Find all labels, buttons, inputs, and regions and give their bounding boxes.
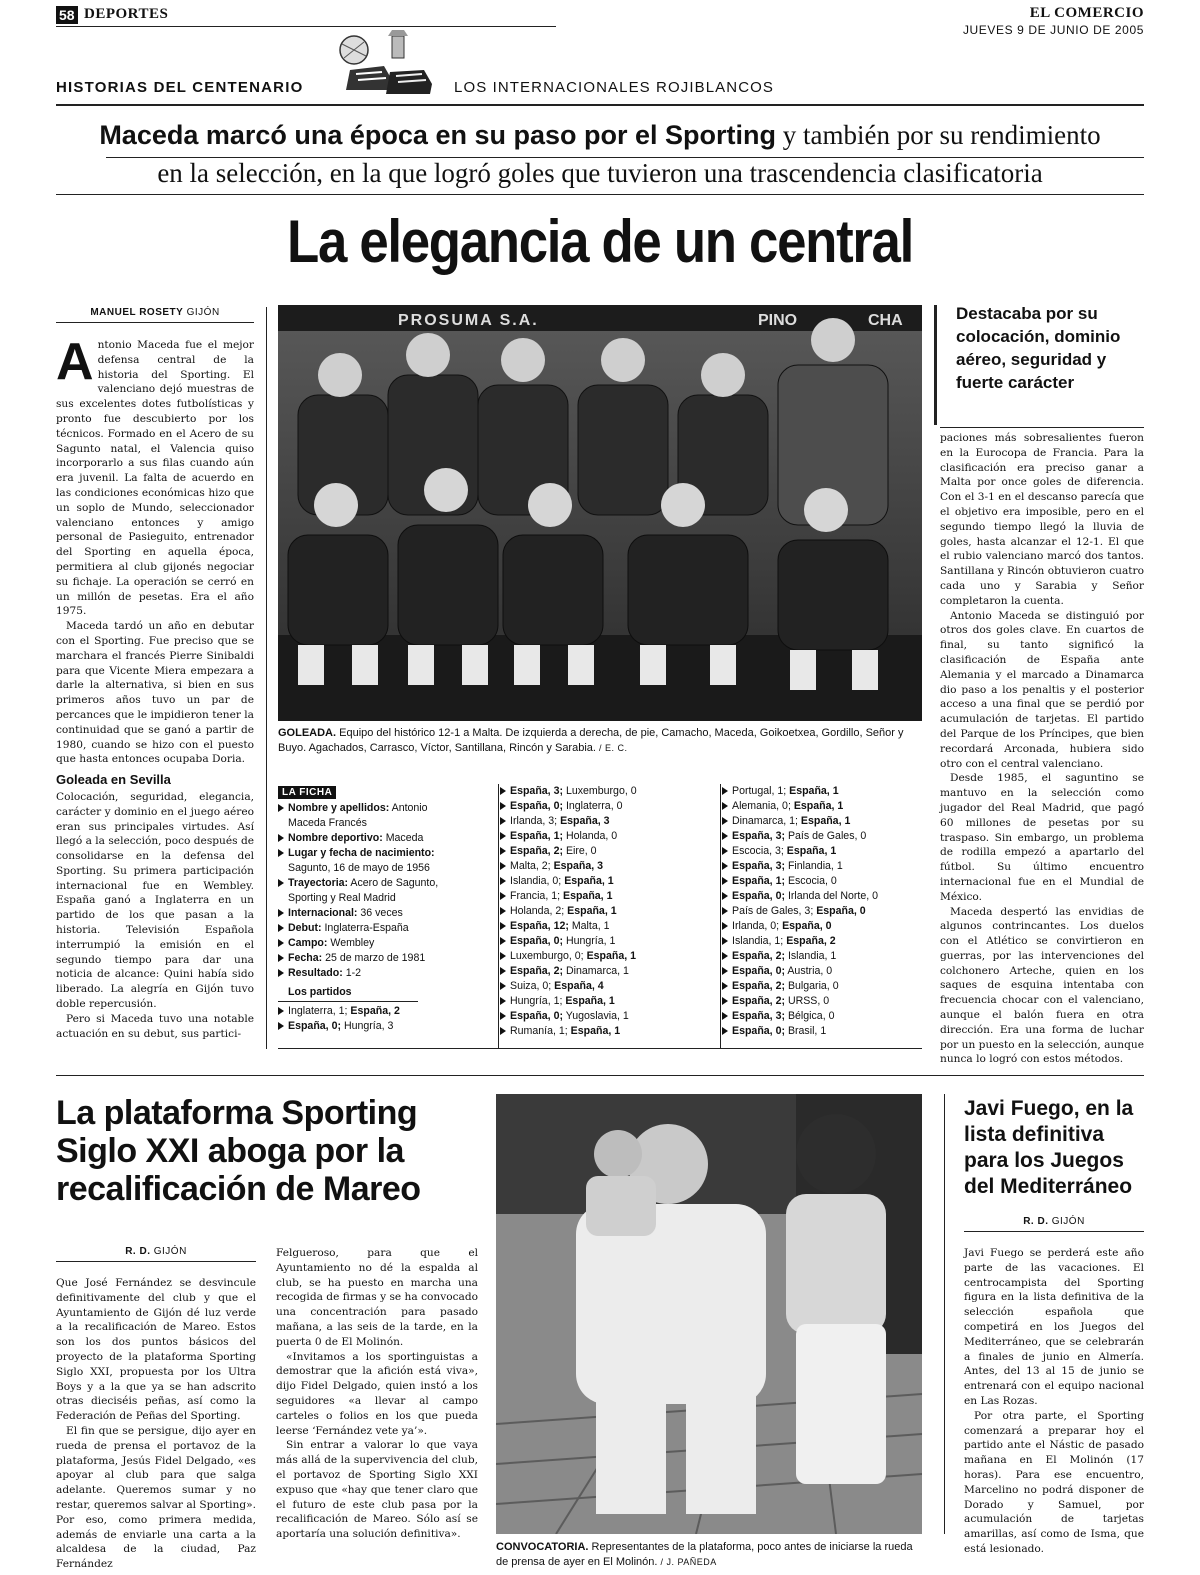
match-result xyxy=(500,979,712,994)
ficha-tag: LA FICHA xyxy=(278,786,336,799)
ficha-item xyxy=(278,906,490,921)
arrow-bullet-icon xyxy=(500,1012,506,1020)
pull-quote: Destacaba por su colocación, dominio aéreo, seguridad y fuerte carácter xyxy=(956,304,1121,392)
arrow-bullet-icon xyxy=(722,1027,728,1035)
match-pre: Francia, 1; xyxy=(510,890,563,902)
match-result xyxy=(722,919,922,934)
match-bold: España, 3; xyxy=(732,830,785,842)
match-pre: Alemania, 0; xyxy=(732,800,794,812)
match-result xyxy=(500,904,712,919)
ficha-item xyxy=(278,921,490,936)
match-result xyxy=(722,784,922,799)
arrow-bullet-icon xyxy=(722,877,728,885)
byline xyxy=(56,307,254,323)
pull-quote-rule xyxy=(940,427,1144,428)
match-post: Inglaterra, 0 xyxy=(563,800,623,812)
arrow-bullet-icon xyxy=(722,997,728,1005)
match-bold: España, 1 xyxy=(793,800,844,812)
match-bold: España, 2; xyxy=(732,995,785,1007)
arrow-bullet-icon xyxy=(500,967,506,975)
arrow-bullet-icon xyxy=(722,817,728,825)
match-bold: España, 1 xyxy=(563,890,613,902)
arrow-bullet-icon xyxy=(500,1027,506,1035)
match-pre: Portugal, 1; xyxy=(732,785,790,797)
ficha-value-continued: Sagunto, 16 de mayo de 1956 xyxy=(288,862,430,874)
match-bold: España, 2; xyxy=(732,980,785,992)
match-post: Eire, 0 xyxy=(563,845,597,857)
match-post: Hungría, 1 xyxy=(563,935,616,947)
match-bold: España, 0; xyxy=(288,1020,341,1032)
dropcap: A xyxy=(56,333,94,391)
arrow-bullet-icon xyxy=(500,982,506,990)
second-headline: La plataforma Sporting Siglo XXI aboga por la recalificación de Mareo xyxy=(56,1094,421,1208)
arrow-bullet-icon xyxy=(278,969,284,977)
match-result xyxy=(500,859,712,874)
paragraph: «Invitamos a los sportinguistas a demostrar que la afición está viva», dijo Fidel Delgado, quien instó a los seguidores «a llevar al campo carteles o folios en los que pueda leerse ‘Fernández vete ya’». xyxy=(276,1350,478,1437)
match-bold: España, 3; xyxy=(510,785,563,797)
match-post: Holanda, 0 xyxy=(563,830,618,842)
arrow-bullet-icon xyxy=(722,1012,728,1020)
match-result xyxy=(500,1009,712,1024)
caption-lead: GOLEADA. xyxy=(278,727,337,739)
subheading: Goleada en Sevilla xyxy=(56,772,171,788)
newspaper-name: EL COMERCIO xyxy=(1029,5,1144,21)
header-thick-rule xyxy=(56,104,1144,106)
match-bold: España, 1 xyxy=(565,995,615,1007)
series-title: HISTORIAS DEL CENTENARIO xyxy=(56,79,304,96)
match-bold: España, 1 xyxy=(789,785,839,797)
byline-name: R. D. xyxy=(1023,1216,1049,1227)
match-post: Yugoslavia, 1 xyxy=(563,1010,629,1022)
arrow-bullet-icon xyxy=(500,787,506,795)
photo-credit: / E. C. xyxy=(595,743,628,753)
match-result xyxy=(722,829,922,844)
match-pre: Hungría, 1; xyxy=(510,995,566,1007)
ficha-label: Resultado: xyxy=(288,967,343,979)
match-bold: España, 0; xyxy=(732,965,785,977)
arrow-bullet-icon xyxy=(278,939,284,947)
match-post: Malta, 1 xyxy=(568,920,610,932)
match-post: Hungría, 3 xyxy=(341,1020,394,1032)
match-bold: España, 0 xyxy=(816,905,866,917)
main-headline: La elegancia de un central xyxy=(287,208,913,275)
match-result xyxy=(500,844,712,859)
ficha-value-continued: Maceda Francés xyxy=(288,817,367,829)
press-photo xyxy=(496,1094,922,1534)
pull-quote-bar xyxy=(934,305,937,425)
match-result xyxy=(722,1024,922,1039)
ficha-item xyxy=(278,876,490,891)
partidos-title: Los partidos xyxy=(288,986,352,998)
section-name: DEPORTES xyxy=(84,6,169,22)
match-pre: Rumanía, 1; xyxy=(510,1025,571,1037)
arrow-bullet-icon xyxy=(722,952,728,960)
match-pre: Irlanda, 3; xyxy=(510,815,561,827)
third-byline xyxy=(964,1216,1144,1232)
ficha-value: 36 veces xyxy=(357,907,403,919)
arrow-bullet-icon xyxy=(722,787,728,795)
paragraph: Maceda despertó las envidias de algunos contrincantes. Los duelos con el Atlético se convirtieron en guerras, por las intervenciones del colchonero Arteche, quien en los saques de esquina intentaba con frecuencia chocar con el valenciano, aunque el balón fuera en otra dirección. Era una forma de luchar por un puesto en la selección, aunque nunca lo logró con estos métodos. xyxy=(940,905,1144,1066)
deck-bold: Maceda marcó una época en su paso por el Sporting xyxy=(99,120,776,150)
match-pre: Dinamarca, 1; xyxy=(732,815,801,827)
ficha-value: Inglaterra-España xyxy=(321,922,409,934)
match-bold: España, 1 xyxy=(586,950,637,962)
match-post: URSS, 0 xyxy=(785,995,830,1007)
ficha-value: Maceda xyxy=(382,832,424,844)
caption-text: Representantes de la plataforma, poco antes de iniciarse la rueda de prensa de ayer en El Molinón. xyxy=(496,1541,913,1568)
match-post: Bélgica, 0 xyxy=(785,1010,835,1022)
arrow-bullet-icon xyxy=(722,802,728,810)
arrow-bullet-icon xyxy=(278,909,284,917)
match-pre: Escocia, 3; xyxy=(732,845,787,857)
match-result xyxy=(722,844,922,859)
caption-text: Equipo del histórico 12-1 a Malta. De izquierda a derecha, de pie, Camacho, Maceda, Goikoetxea, Gordillo, Señor y Buyo. Agachados, Carrasco, Víctor, Santillana, Rincón y Sarabia. xyxy=(278,727,904,754)
press-photo-illustration xyxy=(496,1094,922,1534)
paragraph: Maceda tardó un año en debutar con el Sporting. Fue preciso que se marchara el francés Pierre Sinibaldi para que Vicente Miera empezara a darle la alternativa, si bien en sus primeros años tuvo un par de percances que le impidieron tener la continuidad que se ganó a partir de 1980, cuando se hizo con el puesto que hasta entonces ocupaba Doria. xyxy=(56,620,254,766)
paragraph: Sin entrar a valorar lo que vaya más allá de la supervivencia del club, el portavoz de Sporting Siglo XXI expuso que «hay que tener claro que el futuro de este club pasa por la recalificación de Mareo. Sólo así se aportaría una solución definitiva». xyxy=(276,1439,478,1541)
matches-column-2 xyxy=(500,784,712,1039)
ficha-value: Wembley xyxy=(327,937,375,949)
paragraph: Desde 1985, el saguntino se mantuvo en la selección como jugador del Real Madrid, que pagó 60 millones de pesetas por su traspaso. Sin embargo, un problema de rodilla empezó a apartarlo del fútbol. Su último encuentro internacional fue en el Mundial de México. xyxy=(940,772,1144,903)
match-pre: Malta, 2; xyxy=(510,860,554,872)
match-result xyxy=(278,1004,490,1019)
match-post: Finlandia, 1 xyxy=(785,860,843,872)
match-result xyxy=(500,919,712,934)
match-bold: España, 1 xyxy=(570,1025,621,1037)
match-post: Bulgaria, 0 xyxy=(785,980,839,992)
column-divider xyxy=(944,1094,945,1534)
second-byline xyxy=(56,1246,256,1262)
ficha-value: Antonio xyxy=(389,802,428,814)
ficha-item xyxy=(278,801,490,816)
match-post: Dinamarca, 1 xyxy=(563,965,629,977)
match-result xyxy=(722,799,922,814)
partidos-rule xyxy=(278,1001,418,1002)
issue-date: JUEVES 9 DE JUNIO DE 2005 xyxy=(962,23,1144,37)
arrow-bullet-icon xyxy=(278,954,284,962)
match-pre: País de Gales, 3; xyxy=(732,905,817,917)
match-result xyxy=(722,814,922,829)
match-post: Luxemburgo, 0 xyxy=(563,785,637,797)
ficha-bottom-rule xyxy=(278,1048,922,1049)
paragraph: Antonio Maceda se distinguió por otros dos goles clave. En cuartos de final, su tanto significó la clasificación de España ante Alemania y el marcado a Dinamarca dio paso a los penaltis y el posterior acceso a una final que se perdió por acumulación de tarjetas. El partido del Parque de los Príncipes, que bien recordará Arconada, hubiera sido otro con el central valenciano. xyxy=(940,609,1144,770)
ficha-items xyxy=(278,801,490,981)
arrow-bullet-icon xyxy=(500,817,506,825)
deck-line-1 xyxy=(56,118,1144,153)
section-divider xyxy=(56,1075,1144,1076)
match-post: País de Gales, 0 xyxy=(785,830,867,842)
matches-column-1 xyxy=(278,1004,490,1034)
arrow-bullet-icon xyxy=(500,862,506,870)
arrow-bullet-icon xyxy=(722,832,728,840)
column-divider xyxy=(266,307,267,1049)
caption-lead: CONVOCATORIA. xyxy=(496,1541,589,1553)
article-column-right xyxy=(940,431,1144,1067)
ficha-item xyxy=(278,831,490,846)
match-bold: España, 0 xyxy=(782,920,832,932)
paragraph: Pero si Maceda tuvo una notable actuación en su debut, sus partici- xyxy=(56,1012,254,1040)
match-bold: España, 3 xyxy=(553,860,604,872)
match-bold: España, 1; xyxy=(732,875,785,887)
match-result xyxy=(500,1024,712,1039)
arrow-bullet-icon xyxy=(278,1022,284,1030)
arrow-bullet-icon xyxy=(500,847,506,855)
match-pre: Inglaterra, 1; xyxy=(288,1005,351,1017)
ficha-label: Fecha: xyxy=(288,952,323,964)
match-result xyxy=(722,904,922,919)
match-pre: Islandia, 1; xyxy=(732,935,787,947)
arrow-bullet-icon xyxy=(722,862,728,870)
arrow-bullet-icon xyxy=(722,922,728,930)
match-post: Escocia, 0 xyxy=(785,875,837,887)
match-result xyxy=(500,964,712,979)
matches-column-3 xyxy=(722,784,922,1039)
arrow-bullet-icon xyxy=(722,907,728,915)
match-result xyxy=(722,859,922,874)
ficha-divider xyxy=(498,784,499,1048)
match-result xyxy=(722,934,922,949)
match-result xyxy=(722,949,922,964)
paragraph: paciones más sobresalientes fueron en la Eurocopa de Francia. Para la clasificación era preciso ganar a Malta por once goles de diferencia. Con el 3-1 en el descanso parecía que el objetivo era imposible, pero en el segundo tiempo llegó la lluvia de goles, hasta alcanzar el 12-1. El que el rubio valenciano marcó dos tantos. Santillana y Rincón obtuvieron cuatro cada uno y Sarabia y Señor completaron la cuenta. xyxy=(940,432,1144,607)
paragraph: Que José Fernández se desvincule definitivamente del club y que el Ayuntamiento de Gijón dé luz verde a la recalificación de Mareo. Estos son los dos puntos básicos del proyecto de la plataforma Sporting Siglo XXI, propuesta por los Ultra Boys y a la que ya se han adscrito otras dieciséis peñas, así como la Federación de Peñas del Sporting. xyxy=(56,1277,256,1423)
ficha-box xyxy=(278,780,490,1034)
match-bold: España, 2; xyxy=(510,845,563,857)
deck-bottom-rule xyxy=(56,194,1144,195)
match-bold: España, 3 xyxy=(560,815,610,827)
match-bold: España, 12; xyxy=(510,920,569,932)
ficha-value: Acero de Sagunto, xyxy=(348,877,439,889)
series-subtitle: LOS INTERNACIONALES ROJIBLANCOS xyxy=(454,79,775,96)
match-result xyxy=(500,994,712,1009)
match-bold: España, 0; xyxy=(510,1010,563,1022)
match-bold: España, 0; xyxy=(732,890,785,902)
arrow-bullet-icon xyxy=(278,879,284,887)
match-result xyxy=(722,1009,922,1024)
arrow-bullet-icon xyxy=(500,907,506,915)
match-result xyxy=(500,829,712,844)
arrow-bullet-icon xyxy=(500,937,506,945)
match-pre: Suiza, 0; xyxy=(510,980,555,992)
team-photo-illustration xyxy=(278,305,922,721)
svg-text:PROSUMA S.A.: PROSUMA S.A. xyxy=(398,312,539,329)
match-bold: España, 1 xyxy=(786,845,837,857)
match-bold: España, 1 xyxy=(564,875,614,887)
ficha-value-continued: Sporting y Real Madrid xyxy=(288,892,396,904)
match-result xyxy=(500,799,712,814)
ficha-value: 25 de marzo de 1981 xyxy=(322,952,426,964)
deck-rest: y también por su rendimiento xyxy=(775,120,1101,150)
paragraph: ntonio Maceda fue el mejor defensa central de la historia del Sporting. El valenciano dejó muestras de sus excelentes dotes futbolísticas y pronto fue descubierto por los técnicos. Formado en el Acero de su Sagunto natal, el Valencia quiso incorporarlo a sus filas cuando aún era juvenil. La falta de acuerdo en las condiciones económicas hizo que un soplo de Mundo, seleccionador valenciano entonces y amigo personal de Pasieguito, entrenador del Sporting en aquella época, permitiera al club gijonés negociar su fichaje. La operación se cerró en un millón de pesetas. Era el año 1975. xyxy=(56,339,254,618)
svg-text:PINO: PINO xyxy=(758,312,798,329)
paragraph: Por otra parte, el Sporting comenzará a preparar hoy el partido ante el Nástic de pasado mañana en El Molinón (17 horas). Para ese encuentro, Marcelino no podrá disponer de Dorado y Samuel, por acumulación de tarjetas amarillas, así como de Isma, que está lesionado. xyxy=(964,1409,1144,1555)
ficha-item xyxy=(278,951,490,966)
ficha-item xyxy=(278,936,490,951)
match-post: Brasil, 1 xyxy=(785,1025,827,1037)
ficha-value: 1-2 xyxy=(342,967,362,979)
match-bold: España, 0; xyxy=(510,800,563,812)
arrow-bullet-icon xyxy=(722,892,728,900)
header-rule xyxy=(56,26,556,27)
match-result xyxy=(278,1019,490,1034)
match-bold: España, 3; xyxy=(732,1010,785,1022)
match-result xyxy=(500,814,712,829)
arrow-bullet-icon xyxy=(500,997,506,1005)
arrow-bullet-icon xyxy=(722,967,728,975)
photo-credit: / J. PAÑEDA xyxy=(657,1557,717,1567)
match-result xyxy=(500,889,712,904)
arrow-bullet-icon xyxy=(278,804,284,812)
arrow-bullet-icon xyxy=(500,802,506,810)
arrow-bullet-icon xyxy=(500,832,506,840)
match-result xyxy=(500,934,712,949)
match-bold: España, 0; xyxy=(510,935,563,947)
arrow-bullet-icon xyxy=(500,922,506,930)
match-bold: España, 1 xyxy=(800,815,851,827)
ficha-label: Nombre deportivo: xyxy=(288,832,383,844)
arrow-bullet-icon xyxy=(722,982,728,990)
match-post: Irlanda del Norte, 0 xyxy=(785,890,879,902)
match-pre: Irlanda, 0; xyxy=(732,920,783,932)
match-result xyxy=(500,949,712,964)
match-result xyxy=(722,994,922,1009)
byline-place: GIJÓN xyxy=(153,1246,187,1257)
ficha-label: Campo: xyxy=(288,937,328,949)
match-pre: Islandia, 0; xyxy=(510,875,565,887)
paragraph: Felgueroso, para que el Ayuntamiento no dé la espalda al club, se ha puesto en marcha una recogida de firmas y se ha convocado una concentración para pasado mañana, a las seis de la tarde, en la puerta 0 de El Molinón. xyxy=(276,1247,478,1348)
svg-text:CHA: CHA xyxy=(868,312,903,329)
ficha-item xyxy=(278,966,490,981)
arrow-bullet-icon xyxy=(278,849,284,857)
arrow-bullet-icon xyxy=(278,1007,284,1015)
match-result xyxy=(722,979,922,994)
byline-place: GIJÓN xyxy=(186,307,220,318)
paragraph: El fin que se persigue, dijo ayer en rueda de prensa el portavoz de la plataforma, Jesús Fidel Delgado, «es apoyar al club para que salga adelante. Queremos sumar y no restar, queremos salvar al Sporting». Por eso, como primera medida, además de enviarle una carta a la alcaldesa de la ciudad, Paz Fernández xyxy=(56,1424,256,1571)
byline-name: R. D. xyxy=(125,1246,151,1257)
match-result xyxy=(722,889,922,904)
arrow-bullet-icon xyxy=(278,924,284,932)
match-result xyxy=(722,874,922,889)
match-bold: España, 3; xyxy=(732,860,785,872)
page-number: 58 xyxy=(56,6,78,24)
press-photo-caption xyxy=(496,1540,922,1570)
arrow-bullet-icon xyxy=(500,877,506,885)
ficha-label: Lugar y fecha de nacimiento: xyxy=(288,847,435,859)
football-boots-icon xyxy=(332,30,442,100)
match-result xyxy=(500,784,712,799)
match-post: Austria, 0 xyxy=(785,965,833,977)
arrow-bullet-icon xyxy=(500,892,506,900)
match-bold: España, 2; xyxy=(732,950,785,962)
ficha-label: Internacional: xyxy=(288,907,358,919)
second-column-2 xyxy=(276,1246,478,1542)
match-bold: España, 2; xyxy=(510,965,563,977)
match-pre: Luxemburgo, 0; xyxy=(510,950,587,962)
match-bold: España, 1; xyxy=(510,830,563,842)
match-result xyxy=(722,964,922,979)
third-headline: Javi Fuego, en la lista definitiva para los Juegos del Mediterráneo xyxy=(964,1097,1134,1198)
byline-place: GIJÓN xyxy=(1051,1216,1085,1227)
arrow-bullet-icon xyxy=(722,847,728,855)
third-article-body xyxy=(964,1246,1144,1557)
arrow-bullet-icon xyxy=(278,834,284,842)
match-result xyxy=(500,874,712,889)
ficha-divider xyxy=(720,784,721,1048)
match-bold: España, 0; xyxy=(732,1025,785,1037)
match-bold: España, 1 xyxy=(567,905,617,917)
match-post: Islandia, 1 xyxy=(785,950,837,962)
arrow-bullet-icon xyxy=(722,937,728,945)
match-bold: España, 2 xyxy=(350,1005,400,1017)
paragraph: Javi Fuego se perderá este año parte de las vacaciones. El centrocampista del Sporting figura en la lista definitiva de la selección española que competirá en los Juegos del Mediterráneo, que se celebrarán a finales de junio en Almería. Antes, del 13 al 15 de junio se entrenará con el equipo nacional en Las Rozas. xyxy=(964,1247,1144,1407)
arrow-bullet-icon xyxy=(500,952,506,960)
ficha-item xyxy=(278,846,490,861)
article-column-1 xyxy=(56,333,254,1041)
ficha-label: Trayectoria: xyxy=(288,877,349,889)
second-column-1 xyxy=(56,1276,256,1572)
byline-name: MANUEL ROSETY xyxy=(90,307,184,318)
deck-line-2: en la selección, en la que logró goles que tuvieron una trascendencia clasificatoria xyxy=(157,158,1043,188)
match-bold: España, 4 xyxy=(554,980,604,992)
match-pre: Holanda, 2; xyxy=(510,905,568,917)
team-photo-caption xyxy=(278,726,922,756)
paragraph: Colocación, seguridad, elegancia, carácter y dominio en el juego aéreo eran sus principales virtudes. Así llegó a la selección, poco después de consolidarse en la defensa del Sporting. Su primera participación internacional fue en Wembley. España ganó a Inglaterra en un partido de los que pasan a la historia. Televisión Española interrumpió la emisión en el segundo tiempo para dar una noticia de alcance: Quini había sido liberado. La alegría en Gijón tuvo doble repercusión. xyxy=(56,790,254,1011)
match-bold: España, 2 xyxy=(786,935,836,947)
ficha-label: Nombre y apellidos: xyxy=(288,802,390,814)
ficha-label: Debut: xyxy=(288,922,322,934)
team-photo xyxy=(278,305,922,721)
